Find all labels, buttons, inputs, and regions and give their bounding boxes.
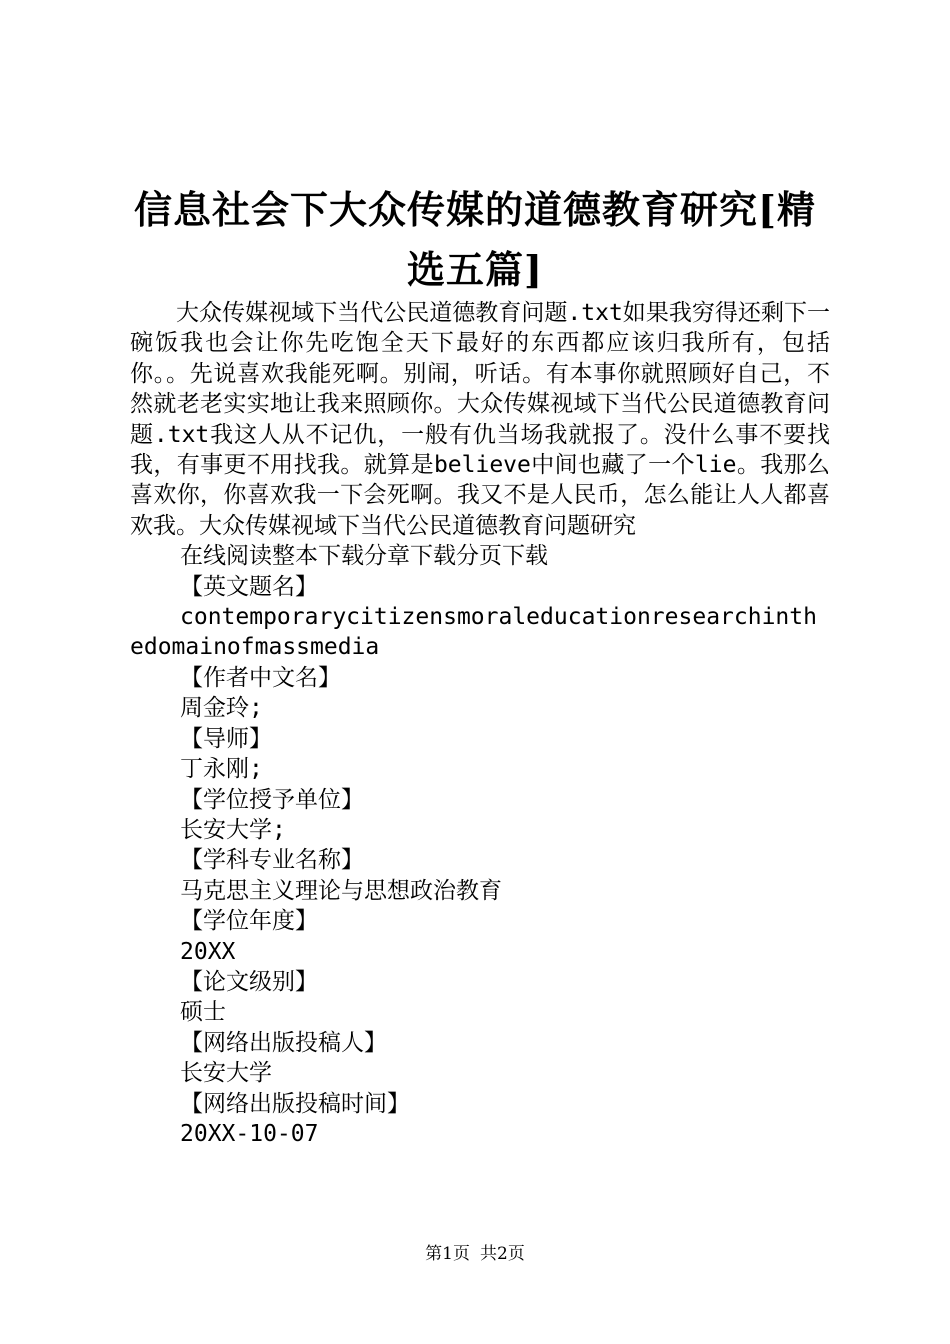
major-label: 【学科专业名称】 <box>180 847 364 874</box>
submit-time-value: 20XX-10-07 <box>180 1120 319 1147</box>
degree-unit-value: 长安大学; <box>180 816 286 843</box>
thesis-level-value: 硕士 <box>180 999 226 1026</box>
major-value: 马克思主义理论与思想政治教育 <box>180 877 502 904</box>
page-number-total: 共2页 <box>480 1244 525 1264</box>
advisor-value: 丁永刚; <box>180 756 263 783</box>
degree-year-value: 20XX <box>180 938 236 965</box>
author-value: 周金玲; <box>180 695 263 722</box>
degree-unit-label: 【学位授予单位】 <box>180 786 364 813</box>
english-title-label: 【英文题名】 <box>180 573 318 600</box>
intro-paragraph: 大众传媒视域下当代公民道德教育问题.txt如果我穷得还剩下一碗饭我也会让你先吃饱全天下最好的东西都应该归我所有，包括你。。先说喜欢我能死啊。别闹，听话。有本事你就照顾好自己，不然就老老实实地让我来照顾你。大众传媒视域下当代公民道德教育问题.txt我这人从不记仇，一般有仇当场我就报了。没什么事不要找我，有事更不用找我。就算是believe中间也藏了一个lie。我那么喜欢你，你喜欢我一下会死啊。我又不是人民币，怎么能让人人都喜欢我。大众传媒视域下当代公民道德教育问题研究 <box>130 300 830 539</box>
submit-time-label: 【网络出版投稿时间】 <box>180 1090 410 1117</box>
page-footer <box>0 1243 950 1265</box>
advisor-label: 【导师】 <box>180 725 272 752</box>
document-title: 信息社会下大众传媒的道德教育研究[精选五篇] <box>134 187 816 292</box>
english-title-value: contemporarycitizensmoraleducationresearchinthedomainofmassmedia <box>130 604 817 661</box>
thesis-level-label: 【论文级别】 <box>180 968 318 995</box>
submitter-value: 长安大学 <box>180 1060 272 1087</box>
download-options-line: 在线阅读整本下载分章下载分页下载 <box>180 543 548 570</box>
degree-year-label: 【学位年度】 <box>180 908 318 935</box>
document-body <box>130 298 830 1149</box>
submitter-label: 【网络出版投稿人】 <box>180 1029 387 1056</box>
author-label: 【作者中文名】 <box>180 664 341 691</box>
page-number-current: 第1页 <box>425 1244 470 1264</box>
